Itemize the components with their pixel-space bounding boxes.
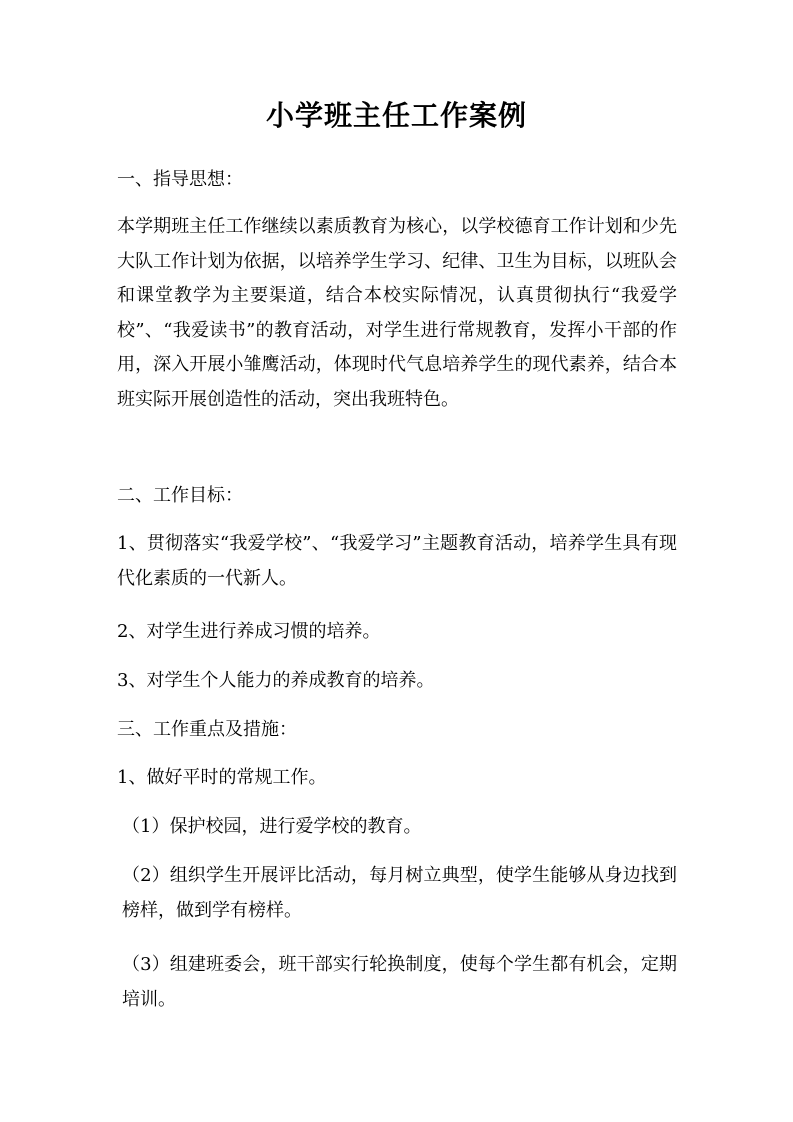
measure-subitem-3: （3）组建班委会，班干部实行轮换制度，使每个学生都有机会，定期培训。 (122, 954, 677, 1010)
goal-item-2: 2、对学生进行养成习惯的培养。 (117, 621, 381, 642)
section-heading-guiding-ideology: 一、指导思想： (117, 169, 243, 190)
measure-subitem-1: （1）保护校园，进行爱学校的教育。 (122, 816, 422, 837)
goal-item-1: 1、贯彻落实“我爱学校”、“我爱学习”主题教育活动，培养学生具有现代化素质的一代新人。 (117, 533, 677, 589)
measure-item-1: 1、做好平时的常规工作。 (117, 767, 327, 788)
measure-subitem-2: （2）组织学生开展评比活动，每月树立典型，使学生能够从身边找到榜样，做到学有榜样。 (122, 865, 677, 921)
section-heading-key-points: 三、工作重点及措施： (117, 719, 297, 740)
guiding-ideology-paragraph: 本学期班主任工作继续以素质教育为核心，以学校德育工作计划和少先大队工作计划为依据，以培养学生学习、纪律、卫生为目标，以班队会和课堂教学为主要渠道，结合本校实际情况，认真贯彻执行“我爱学校”、“我爱读书”的教育活动，对学生进行常规教育，发挥小干部的作用，深入开展小雏鹰活动，体现时代气息培养学生的现代素养，结合本班实际开展创造性的活动，突出我班特色。 (117, 216, 677, 410)
section-heading-work-goals: 二、工作目标： (117, 485, 243, 506)
goal-item-3: 3、对学生个人能力的养成教育的培养。 (117, 670, 435, 691)
document-title: 小学班主任工作案例 (265, 99, 527, 132)
